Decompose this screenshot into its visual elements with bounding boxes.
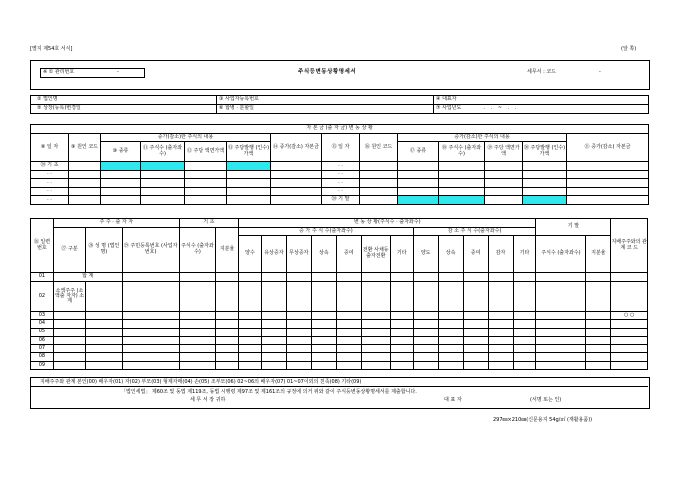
fiscal-year-label: ⑦ 사업년도 <box>436 105 462 112</box>
total-label: 합 계 <box>53 273 122 282</box>
inc-col: 양수 <box>239 236 262 273</box>
inc-heading: 증 가 주 식 수(출자좌수) <box>239 228 414 236</box>
left-kind-header: ⑩ 종류 <box>101 142 141 162</box>
row-number: 05 <box>31 328 54 336</box>
paper-spec: 297㎜×210㎜(신문용지 54g/㎡ (재활용품)) <box>493 417 593 423</box>
capital-heading: 자 본 금 (출 자 금) 변 동 상 황 <box>31 125 649 134</box>
relation-code-sample: ○ ○ <box>611 312 648 320</box>
tax-office-code: 세무서 : 코드 <box>527 69 557 75</box>
serial-header: ㉖ 일련 번호 <box>31 219 54 273</box>
tax-office-addressee: 세 무 서 장 귀하 <box>190 397 226 403</box>
footer-divider <box>30 386 648 387</box>
management-number-label: ※ ① 관리번호 <box>43 69 75 75</box>
row-number: 03 <box>31 312 54 320</box>
begin-ratio-header: 지분율 <box>216 228 239 273</box>
inc-col: 증여 <box>336 236 361 273</box>
begin-label: ⑳ 기 초 <box>31 162 69 171</box>
begin-header: 기 초 <box>179 219 238 228</box>
left-shares-header: ⑪ 주식수 (출자좌수) <box>141 142 185 162</box>
form-title: 주식등변동상황명세서 <box>298 69 357 75</box>
dec-col: 감자 <box>488 236 513 273</box>
end-shares-header: 주식수 (출자좌수) <box>536 236 586 273</box>
relation-codes: 지배주주와 관계 본인(00) 배우자(01) 자(02) 부모(03) 형제자매(04) 손(05) 조부모(06) 02~06의 배우자(07) 01~07이외의 친족(08) 기타(09) <box>40 379 362 385</box>
biz-reg-no-label: ③ 사업자등록번호 <box>217 96 434 105</box>
inc-col: 전환 사채등 출자전환 <box>361 236 390 273</box>
row-number: 06 <box>31 336 54 344</box>
listing-change-label: ⑤ 상장(등록)변경일 <box>31 105 217 114</box>
company-info-table <box>30 95 649 114</box>
representative-signature-label: 대 표 자 <box>444 397 462 403</box>
end-label: ⑳ 기 말 <box>322 196 360 205</box>
shareholder-change-table <box>30 218 648 370</box>
row-number: 01 <box>31 273 54 282</box>
id-header: ㉙ 주민등록번호 (사업자번호) <box>122 228 179 273</box>
end-ratio-header: 지분율 <box>586 236 611 273</box>
signature-note: (서명 또는 인) <box>530 397 562 403</box>
merger-date-label: ⑥ 합병 · 분할일 <box>217 105 434 114</box>
fiscal-year-value: . . ~ . . <box>483 105 519 112</box>
row-number: 02 <box>31 282 54 312</box>
right-date-header: ⑮ 일 자 <box>322 134 360 162</box>
kind-header: ㉗ 구분 <box>53 228 85 273</box>
management-number-value: - <box>117 69 119 75</box>
right-issue-header: ⑳ 주당발행 (인수)가액 <box>523 142 567 162</box>
inc-col: 상속 <box>311 236 336 273</box>
dec-col: 기타 <box>513 236 536 273</box>
row-number: 04 <box>31 320 54 328</box>
row-number: 09 <box>31 361 54 369</box>
form-number: [별지 제54호 서식] <box>30 46 73 52</box>
name-header: ㉘ 성 명 (법인명) <box>86 228 122 273</box>
relation-header: 지배주주와의 관 계 코 드 <box>611 219 648 273</box>
minority-subtotal-label: 소액주주 (소액출 자자) 소 계 <box>53 282 85 312</box>
tax-office-dash: - <box>599 69 601 75</box>
dec-col: 양도 <box>413 236 438 273</box>
dec-col: 상속 <box>438 236 463 273</box>
begin-shares-header: 주식수 (출자좌수) <box>179 228 215 273</box>
row-number: 08 <box>31 353 54 361</box>
right-kind-header: ⑰ 종류 <box>398 142 439 162</box>
corp-name-label: ② 법인명 <box>31 96 217 105</box>
inc-col: 유상증자 <box>261 236 286 273</box>
dec-heading: 감 소 주 식 수(출자좌수) <box>413 228 536 236</box>
page-indicator: (앞 쪽) <box>621 46 637 52</box>
left-cause-header: ⑨ 원인 코드 <box>69 134 101 162</box>
legal-statement: 「법인세법」 제60조 및 동법 제119조, 동법 시행령 제97조 및 제161조의 규정에 의거 위와 같이 주식등변동상황명세서를 제출합니다. <box>121 389 417 395</box>
representative-label: ④ 대표자 <box>434 96 649 105</box>
right-inc-heading: 증가(감소)한 주식의 내용 <box>398 134 567 142</box>
left-issue-header: ⑬ 주당발행 (인수)가액 <box>227 142 271 162</box>
right-par-header: ⑲ 주당 액면가액 <box>485 142 523 162</box>
dec-col: 증여 <box>463 236 488 273</box>
change-heading: 변 동 상 황(주식수 · 출자좌수) <box>239 219 536 228</box>
right-cause-header: ⑯ 원인 코드 <box>360 134 398 162</box>
left-date-header: ⑧ 일 자 <box>31 134 69 162</box>
left-par-header: ⑫ 주당 액면가액 <box>185 142 227 162</box>
right-increase-header: ㉑ 증가(감소) 자본금 <box>567 134 649 162</box>
left-inc-heading: 증가(감소)한 주식의 내용 <box>101 134 271 142</box>
shareholder-header: 주 주 · 출 자 자 <box>53 219 179 228</box>
inc-col: 기타 <box>390 236 413 273</box>
capital-change-table: 자 본 금 (출 자 금) 변 동 상 황 ⑧ 일 자 ⑨ 원인 코드 증가(감소)한 주식의 내용 ⑭ 증가(감소) 자본금 ⑮ 일 자 ⑯ 원인 코드 증가(감소)한 주식의 내용 ㉑ 증가(감소) 자본금 ⑩ 종류 ⑪ 주식수 (출자좌수) ⑫ 주당 액면가액 ⑬ 주당발행 (인수)가액 ⑰ 종류 ⑱ 주식수 (출자좌수) ⑲ 주당 액면가액 ⑳ 주당발행 (인수)가액 ⑳ 기 초 . . . . . . . . . . . . . . . . ⑳ 기 말 <box>30 124 649 205</box>
right-shares-header: ⑱ 주식수 (출자좌수) <box>439 142 485 162</box>
row-number: 07 <box>31 345 54 353</box>
inc-col: 무상증자 <box>286 236 311 273</box>
end-header: 기 말 <box>536 219 611 236</box>
left-increase-header: ⑭ 증가(감소) 자본금 <box>271 134 322 162</box>
